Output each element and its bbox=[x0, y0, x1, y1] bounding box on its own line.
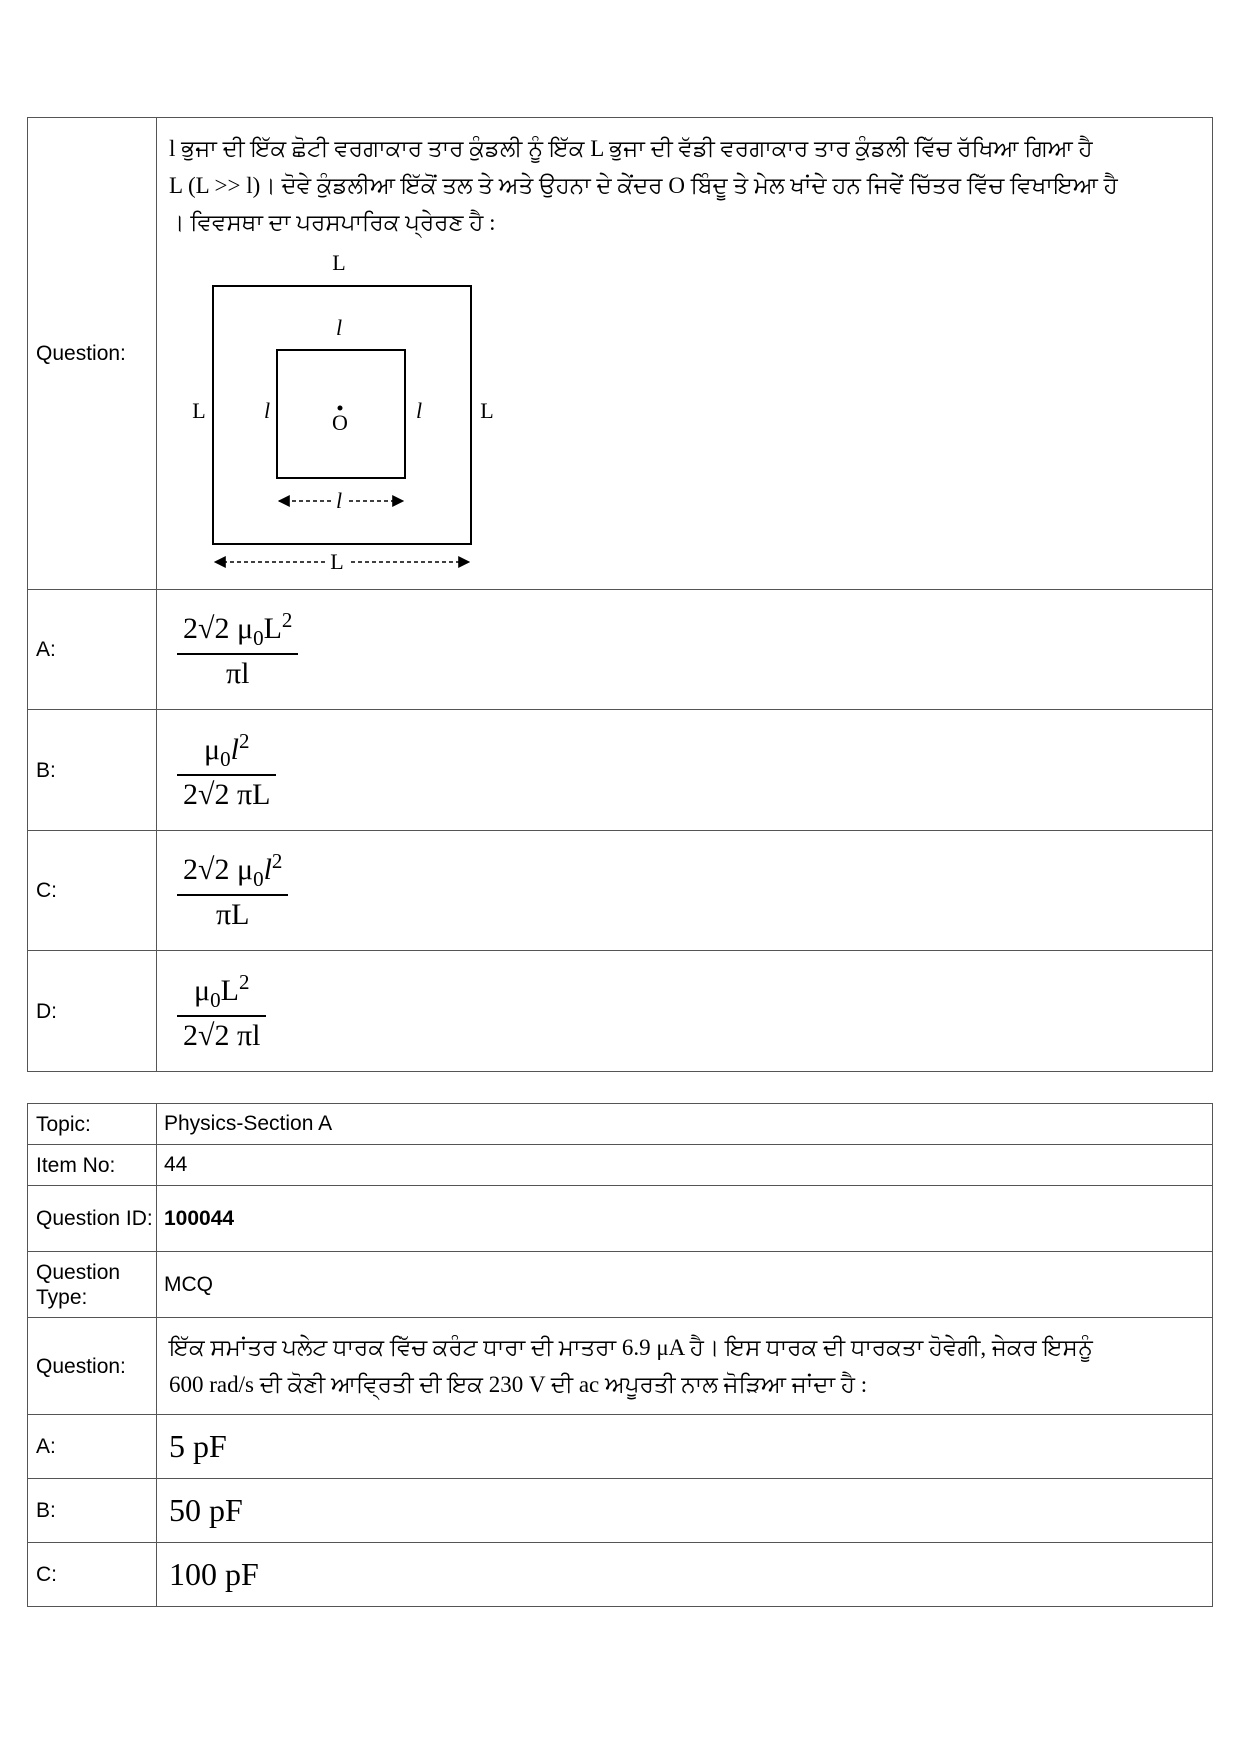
question-type-label: Question Type: bbox=[28, 1252, 157, 1318]
square-loops-figure bbox=[169, 239, 494, 574]
outer-left-label: L bbox=[192, 398, 206, 423]
question-text-line-1: ਇੱਕ ਸਮਾਂਤਰ ਪਲੇਟ ਧਾਰਕ ਵਿੱਚ ਕਰੰਟ ਧਾਰਾ ਦੀ ਮਾਤਰਾ 6.9 μA ਹੈ। ਇਸ ਧਾਰਕ ਦੀ ਧਾਰਕਤਾ ਹੋਵੇਗੀ, ਜੇਕਰ ਇਸਨੂੰ bbox=[169, 1335, 1093, 1360]
question-text-line-2: L (L >> l)। ਦੋਵੇ ਕੁੰਡਲੀਆ ਇੱਕੋਂ ਤਲ ਤੇ ਅਤੇ ਉਹਨਾ ਦੇ ਕੇਂਦਰ O ਬਿੰਦੂ ਤੇ ਮੇਲ ਖਾਂਦੇ ਹਨ ਜਿਵੇਂ ਚਿੱਤਰ ਵਿੱਚ ਵਿਖਾਇਆ ਹੈ bbox=[169, 173, 1118, 198]
inner-right-label: l bbox=[415, 398, 423, 423]
option-row-d bbox=[28, 951, 1213, 1072]
option-label: C: bbox=[28, 1543, 157, 1607]
item-no-row bbox=[28, 1145, 1213, 1186]
inner-bottom-label: l bbox=[335, 488, 343, 513]
question-text bbox=[169, 118, 1200, 241]
option-c-value: 100 pF bbox=[157, 1543, 1213, 1607]
item-no-value: 44 bbox=[157, 1145, 1213, 1186]
fraction: $\frac{\mu_0L^2}{2√2 \pi l}$ bbox=[177, 970, 266, 1053]
question-type-row bbox=[28, 1252, 1213, 1318]
item-no-label: Item No: bbox=[28, 1145, 157, 1186]
question-text-line-3: । ਵਿਵਸਥਾ ਦਾ ਪਰਸਪਾਰਿਕ ਪ੍ਰੇਰਣ ਹੈ : bbox=[169, 210, 496, 235]
question-content bbox=[157, 1318, 1213, 1415]
topic-value: Physics-Section A bbox=[157, 1104, 1213, 1145]
question-text bbox=[169, 1329, 1200, 1403]
option-row-c bbox=[28, 831, 1213, 951]
question-2-table bbox=[27, 1103, 1213, 1607]
option-row-a bbox=[28, 1415, 1213, 1479]
topic-label: Topic: bbox=[28, 1104, 157, 1145]
question-type-value: MCQ bbox=[157, 1252, 1213, 1318]
fraction: $\frac{\mu_0l^2}{2√2 \pi L}$ bbox=[177, 729, 276, 812]
question-text-line-1: l ਭੁਜਾ ਦੀ ਇੱਕ ਛੋਟੀ ਵਰਗਾਕਾਰ ਤਾਰ ਕੁੰਡਲੀ ਨੂੰ ਇੱਕ L ਭੁਜਾ ਦੀ ਵੱਡੀ ਵਰਗਾਕਾਰ ਤਾਰ ਕੁੰਡਲੀ ਵਿੱਚ ਰੱਖਿਆ ਗਿਆ ਹੈ bbox=[169, 136, 1093, 161]
inner-left-label: l bbox=[263, 398, 271, 423]
option-a-formula bbox=[157, 590, 1213, 710]
question-id-row bbox=[28, 1186, 1213, 1252]
fraction: $\frac{2√2 \mu_0l^2}{\pi L}$ bbox=[177, 849, 288, 932]
inner-top-label: l bbox=[335, 315, 343, 340]
question-id-label: Question ID: bbox=[28, 1186, 157, 1252]
fraction: $\frac{2√2 \mu_0L^2}{\pi l}$ bbox=[177, 608, 298, 691]
question-text-line-2: 600 rad/s ਦੀ ਕੋਣੀ ਆਵ੍ਰਿਤੀ ਦੀ ਇਕ 230 V ਦੀ ac ਅਪੂਰਤੀ ਨਾਲ ਜੋੜਿਆ ਜਾਂਦਾ ਹੈ : bbox=[169, 1372, 868, 1397]
outer-top-label: L bbox=[332, 250, 346, 275]
option-label: B: bbox=[28, 1479, 157, 1543]
option-b-value: 50 pF bbox=[157, 1479, 1213, 1543]
question-1-table bbox=[27, 117, 1213, 1072]
option-label: D: bbox=[28, 951, 157, 1072]
option-row-a bbox=[28, 590, 1213, 710]
center-label: O bbox=[332, 410, 348, 435]
question-id-value: 100044 bbox=[157, 1186, 1213, 1252]
option-a-value: 5 pF bbox=[157, 1415, 1213, 1479]
outer-bottom-label: L bbox=[330, 549, 344, 574]
option-c-formula bbox=[157, 831, 1213, 951]
option-label: A: bbox=[28, 1415, 157, 1479]
option-row-c bbox=[28, 1543, 1213, 1607]
option-label: C: bbox=[28, 831, 157, 951]
outer-right-label: L bbox=[480, 398, 494, 423]
option-row-b bbox=[28, 710, 1213, 831]
option-d-formula bbox=[157, 951, 1213, 1072]
question-row bbox=[28, 1318, 1213, 1415]
question-label: Question: bbox=[28, 1318, 157, 1415]
question-row bbox=[28, 118, 1213, 590]
option-label: B: bbox=[28, 710, 157, 831]
option-b-formula bbox=[157, 710, 1213, 831]
option-label: A: bbox=[28, 590, 157, 710]
question-label: Question: bbox=[28, 118, 157, 590]
option-row-b bbox=[28, 1479, 1213, 1543]
topic-row bbox=[28, 1104, 1213, 1145]
question-content bbox=[157, 118, 1213, 590]
